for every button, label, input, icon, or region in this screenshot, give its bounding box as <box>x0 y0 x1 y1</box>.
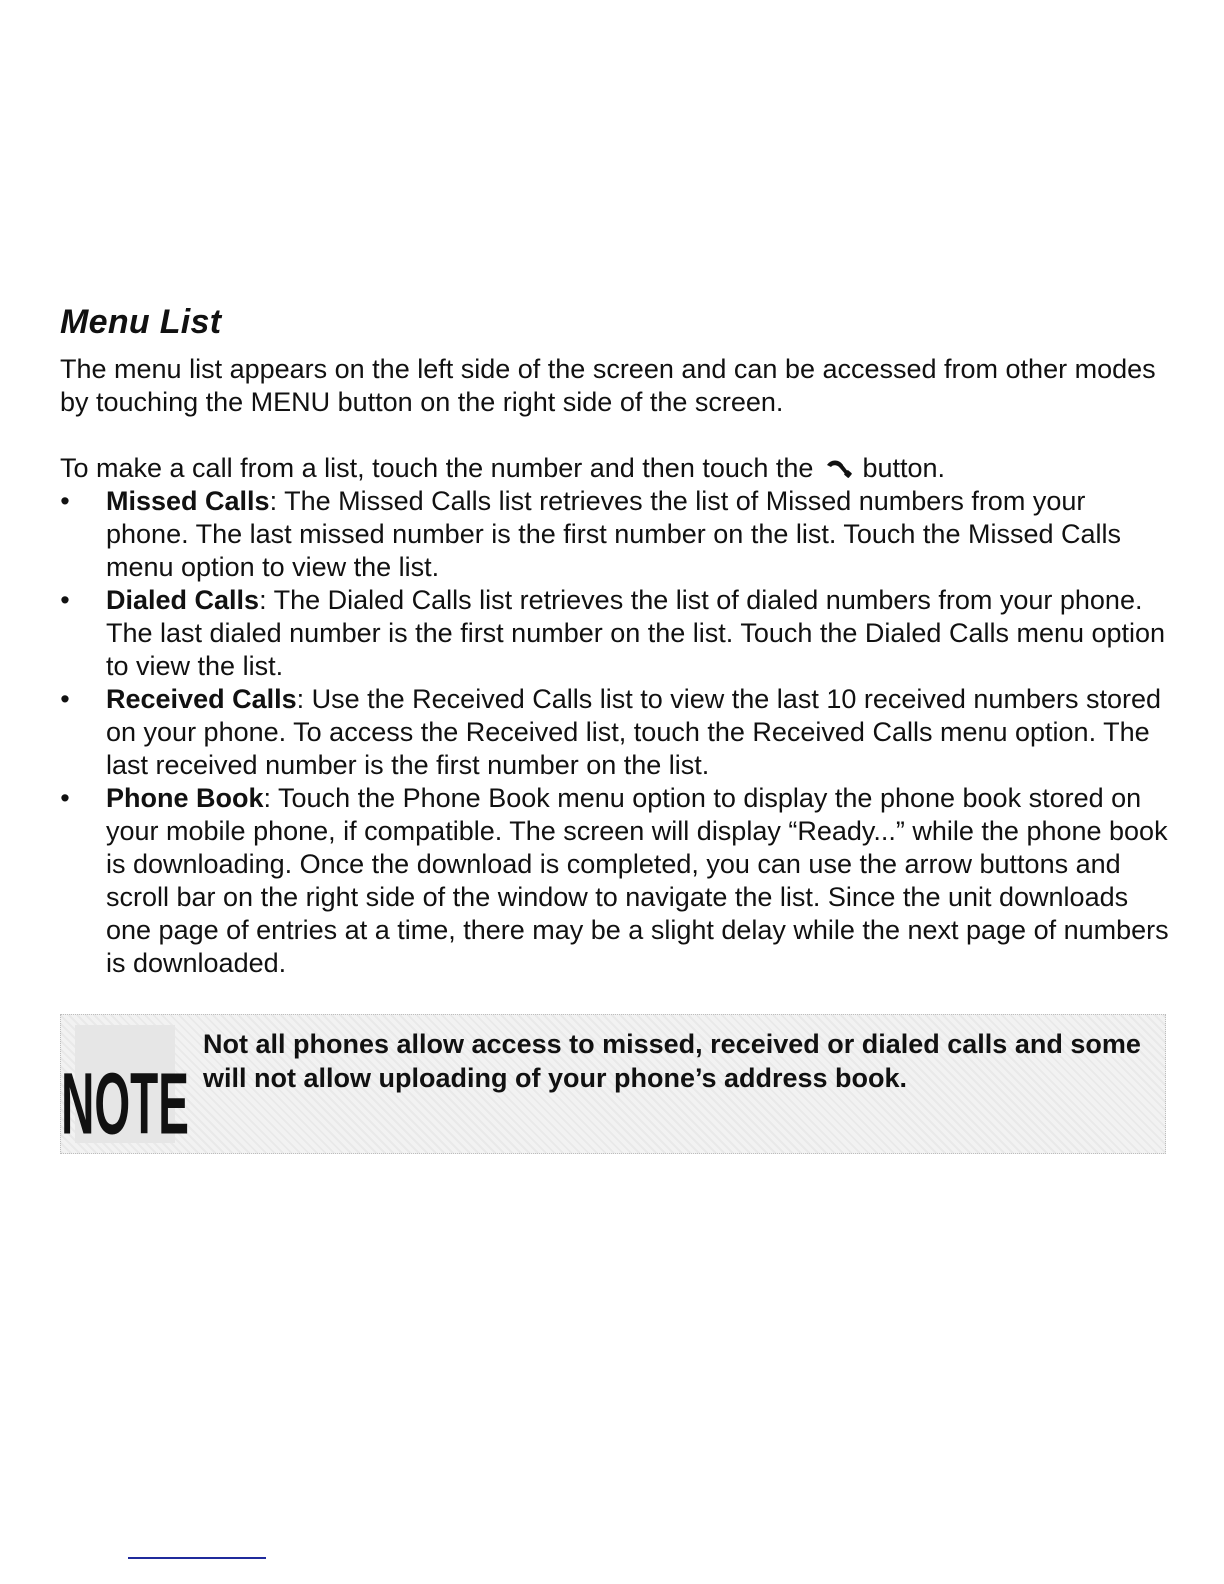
item-description: : Touch the Phone Book menu option to display the phone book stored on your mobile phone, if compatible. The screen will display “Ready...” while the phone book is downloading. Once the download is completed, you can use the arrow buttons and scroll bar on the right side of the window to navigate the list. Since the unit downloads one page of entries at a time, there may be a slight delay while the next page of numbers is downloaded. <box>106 783 1169 978</box>
item-description: : Use the Received Calls list to view the last 10 received numbers stored on your phone. To access the Received list, touch the Received Calls menu option. The last received number is the first number on the list. <box>106 684 1162 780</box>
phone-handset-icon <box>825 459 853 479</box>
call-instruction <box>60 452 1170 485</box>
item-term: Phone Book <box>106 783 264 813</box>
note-box <box>60 1014 1166 1154</box>
bullet-icon: • <box>60 684 70 714</box>
item-term: Missed Calls <box>106 486 270 516</box>
call-instruction-after: button. <box>862 453 946 483</box>
list-item <box>60 584 1170 683</box>
list-item <box>60 683 1170 782</box>
item-term: Dialed Calls <box>106 585 260 615</box>
section-heading: Menu List <box>60 303 222 341</box>
note-text: Not all phones allow access to missed, received or dialed calls and some will not allow uploading of your phone’s address book. <box>203 1029 1141 1093</box>
bullet-icon: • <box>60 486 70 516</box>
intro-paragraph: The menu list appears on the left side of the screen and can be accessed from other modes by touching the MENU button on the right side of the screen. <box>60 354 1156 417</box>
footer-divider <box>128 1557 266 1559</box>
bullet-icon: • <box>60 585 70 615</box>
item-description: : The Dialed Calls list retrieves the list of dialed numbers from your phone. The last dialed number is the first number on the list. Touch the Dialed Calls menu option to view the list. <box>106 585 1166 681</box>
note-label-icon <box>61 1025 189 1153</box>
item-description: : The Missed Calls list retrieves the list of Missed numbers from your phone. The last missed number is the first number on the list. Touch the Missed Calls menu option to view the list. <box>106 486 1121 582</box>
call-instruction-before: To make a call from a list, touch the number and then touch the <box>60 453 814 483</box>
bullet-icon: • <box>60 783 70 813</box>
note-label-text: NOTE <box>61 1054 189 1153</box>
list-item <box>60 782 1170 980</box>
list-item <box>60 485 1170 584</box>
menu-options-list <box>60 485 1170 980</box>
item-term: Received Calls <box>106 684 297 714</box>
